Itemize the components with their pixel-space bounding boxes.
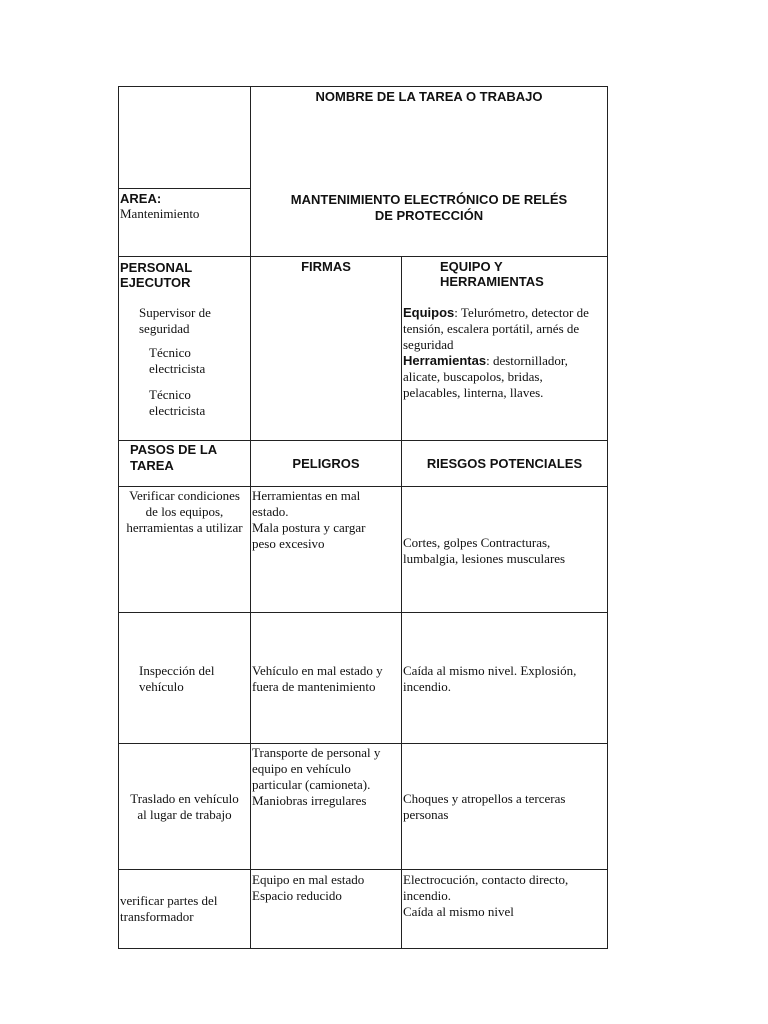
hazard-line: Mala postura y cargar [252, 520, 366, 535]
personnel-member: seguridad [139, 321, 190, 336]
equipos-text: : Telurómetro, detector de [454, 305, 589, 320]
personnel-member: electricista [149, 361, 206, 376]
risk-line: Cortes, golpes Contracturas, [403, 535, 551, 550]
vertical-col2 [401, 256, 402, 949]
personnel-member: Supervisor de [139, 305, 211, 320]
personnel-member: Técnico [149, 387, 191, 402]
hazard-line: Maniobras irregulares [252, 793, 367, 808]
row4-step [120, 893, 217, 925]
row4-risks [403, 872, 568, 920]
equipos-line1 [403, 305, 589, 321]
step-line: Traslado en vehículo [130, 791, 239, 806]
divider-row1 [118, 612, 608, 613]
risk-line: incendio. [403, 888, 452, 903]
equipos-label: Equipos [403, 305, 455, 320]
hazard-line: peso excesivo [252, 536, 325, 551]
step-line: de los equipos, [145, 504, 224, 519]
col-risks: RIESGOS POTENCIALES [426, 456, 583, 471]
border-right [607, 86, 608, 949]
personnel-member: Técnico [149, 345, 191, 360]
step-line: vehículo [139, 679, 184, 694]
area-value: Mantenimiento [120, 206, 200, 221]
risk-line: Choques y atropellos a terceras [403, 791, 566, 806]
col-steps-line2: TAREA [130, 458, 174, 473]
hazard-line: Equipo en mal estado [252, 872, 365, 887]
step-line: al lugar de trabajo [137, 807, 232, 822]
row3-step [119, 791, 250, 823]
row1-step [119, 488, 250, 536]
row2-risks [403, 663, 576, 695]
personnel-header-line2: EJECUTOR [120, 275, 191, 290]
row2-hazards [252, 663, 383, 695]
row1-hazards [252, 488, 365, 552]
row3-hazards [252, 745, 380, 809]
equipos-line2: tensión, escalera portátil, arnés de [403, 321, 580, 336]
hazard-line: Transporte de personal y [252, 745, 381, 760]
hazard-line: Vehículo en mal estado y [252, 663, 383, 678]
equipment-header-line2: HERRAMIENTAS [440, 274, 544, 289]
hazard-line: Herramientas en mal [252, 488, 361, 503]
herramientas-label: Herramientas [403, 353, 487, 368]
herramientas-line1 [403, 353, 568, 369]
risk-line: Electrocución, contacto directo, [403, 872, 569, 887]
herramientas-line2: alicate, buscapolos, bridas, [403, 369, 543, 384]
hazard-line: Espacio reducido [252, 888, 342, 903]
equipment-header-line1: EQUIPO Y [440, 259, 503, 274]
risk-line: incendio. [403, 679, 452, 694]
task-name-line1: MANTENIMIENTO ELECTRÓNICO DE RELÉS [290, 192, 568, 207]
step-line: Verificar condiciones [129, 488, 240, 503]
divider-row2 [118, 743, 608, 744]
step-line: transformador [120, 909, 194, 924]
risk-line: lumbalgia, lesiones musculares [403, 551, 566, 566]
herramientas-text: : destornillador, [486, 353, 568, 368]
row4-hazards [252, 872, 364, 904]
divider-header [118, 256, 608, 257]
step-line: verificar partes del [120, 893, 218, 908]
divider-row3 [118, 869, 608, 870]
hazard-line: estado. [252, 504, 289, 519]
risk-line: Caída al mismo nivel [403, 904, 514, 919]
risk-line: personas [403, 807, 449, 822]
hazard-line: particular (camioneta). [252, 777, 371, 792]
row1-risks [403, 535, 565, 567]
row3-risks [403, 791, 565, 823]
risk-line: Caída al mismo nivel. Explosión, [403, 663, 577, 678]
divider-area [118, 188, 250, 189]
step-line: herramientas a utilizar [126, 520, 243, 535]
task-name-title: NOMBRE DE LA TAREA O TRABAJO [315, 89, 543, 104]
personnel-member: electricista [149, 403, 206, 418]
task-name-line2: DE PROTECCIÓN [374, 208, 484, 223]
border-bottom [118, 948, 608, 949]
signatures-header: FIRMAS [301, 259, 351, 274]
col-hazards: PELIGROS [292, 456, 360, 471]
area-label: AREA: [120, 191, 162, 206]
personnel-header-line1: PERSONAL [120, 260, 193, 275]
divider-personnel [118, 440, 608, 441]
col-steps-line1: PASOS DE LA [130, 442, 218, 457]
hazard-line: equipo en vehículo [252, 761, 351, 776]
row2-step [139, 663, 214, 695]
equipos-line3: seguridad [403, 337, 454, 352]
herramientas-line3: pelacables, linterna, llaves. [403, 385, 544, 400]
hazard-line: fuera de mantenimiento [252, 679, 376, 694]
step-line: Inspección del [139, 663, 215, 678]
divider-colheads [118, 486, 608, 487]
border-top [118, 86, 608, 87]
